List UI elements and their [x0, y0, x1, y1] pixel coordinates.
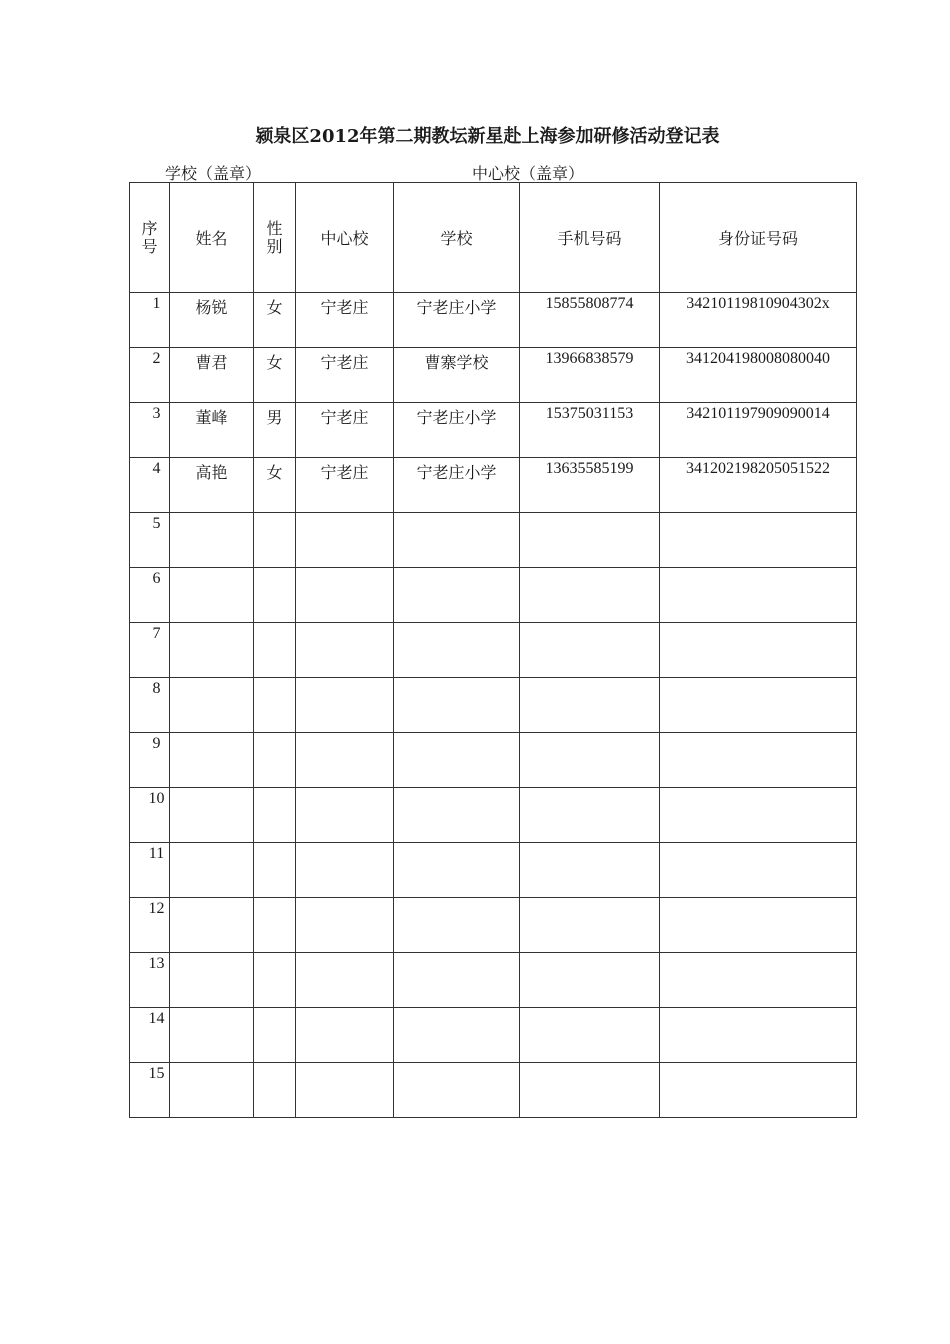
cell-school [394, 568, 520, 623]
cell-id-number: 342101197909090014 [660, 403, 857, 458]
header-seq: 序号 [130, 183, 170, 293]
center-stamp-label: 中心校（盖章） [472, 164, 585, 183]
cell-phone: 13966838579 [520, 348, 660, 403]
table-header-row [130, 183, 857, 293]
header-phone: 手机号码 [520, 183, 660, 293]
table-row [130, 1063, 857, 1118]
cell-id-number [660, 1063, 857, 1118]
cell-seq: 13 [130, 953, 170, 1008]
cell-seq: 15 [130, 1063, 170, 1118]
cell-center: 宁老庄 [296, 293, 394, 348]
cell-gender: 女 [254, 348, 296, 403]
cell-name: 高艳 [170, 458, 254, 513]
cell-school: 宁老庄小学 [394, 458, 520, 513]
cell-school: 宁老庄小学 [394, 403, 520, 458]
cell-center [296, 678, 394, 733]
cell-name [170, 568, 254, 623]
cell-phone [520, 1008, 660, 1063]
cell-seq: 9 [130, 733, 170, 788]
cell-name [170, 513, 254, 568]
cell-center [296, 733, 394, 788]
cell-phone [520, 788, 660, 843]
cell-school [394, 678, 520, 733]
header-school: 学校 [394, 183, 520, 293]
cell-name [170, 1008, 254, 1063]
table-row [130, 843, 857, 898]
cell-phone [520, 733, 660, 788]
cell-phone [520, 898, 660, 953]
cell-school [394, 733, 520, 788]
cell-id-number [660, 513, 857, 568]
cell-school: 曹寨学校 [394, 348, 520, 403]
cell-center: 宁老庄 [296, 458, 394, 513]
cell-seq: 12 [130, 898, 170, 953]
cell-gender [254, 1008, 296, 1063]
table-row [130, 733, 857, 788]
cell-school [394, 513, 520, 568]
cell-id-number [660, 733, 857, 788]
cell-school [394, 1063, 520, 1118]
header-id: 身份证号码 [660, 183, 857, 293]
cell-school [394, 843, 520, 898]
cell-seq: 8 [130, 678, 170, 733]
cell-gender: 男 [254, 403, 296, 458]
cell-gender [254, 898, 296, 953]
cell-name [170, 678, 254, 733]
page-title: 颍泉区2012年第二期教坛新星赴上海参加研修活动登记表 [255, 126, 720, 147]
cell-phone: 15855808774 [520, 293, 660, 348]
cell-gender [254, 568, 296, 623]
cell-center [296, 568, 394, 623]
cell-phone [520, 513, 660, 568]
cell-center: 宁老庄 [296, 403, 394, 458]
cell-center [296, 1008, 394, 1063]
cell-name [170, 788, 254, 843]
cell-gender [254, 623, 296, 678]
cell-seq: 10 [130, 788, 170, 843]
cell-id-number [660, 898, 857, 953]
cell-phone [520, 678, 660, 733]
cell-name: 杨锐 [170, 293, 254, 348]
cell-phone [520, 1063, 660, 1118]
cell-gender [254, 788, 296, 843]
cell-name [170, 623, 254, 678]
cell-name [170, 1063, 254, 1118]
cell-seq: 14 [130, 1008, 170, 1063]
cell-phone [520, 623, 660, 678]
cell-gender [254, 513, 296, 568]
header-gender: 性别 [254, 183, 296, 293]
cell-id-number [660, 678, 857, 733]
cell-center [296, 513, 394, 568]
cell-id-number: 34210119810904302x [660, 293, 857, 348]
cell-seq: 7 [130, 623, 170, 678]
cell-id-number: 341202198205051522 [660, 458, 857, 513]
table-row [130, 403, 857, 458]
cell-gender [254, 1063, 296, 1118]
cell-gender [254, 678, 296, 733]
table-row [130, 348, 857, 403]
table-row [130, 623, 857, 678]
cell-seq: 3 [130, 403, 170, 458]
cell-center [296, 898, 394, 953]
cell-school [394, 1008, 520, 1063]
cell-name [170, 733, 254, 788]
cell-id-number [660, 623, 857, 678]
cell-seq: 5 [130, 513, 170, 568]
cell-phone: 15375031153 [520, 403, 660, 458]
cell-seq: 6 [130, 568, 170, 623]
header-name: 姓名 [170, 183, 254, 293]
registration-table [129, 182, 857, 1118]
cell-name [170, 843, 254, 898]
table-row [130, 788, 857, 843]
cell-center [296, 843, 394, 898]
table-row [130, 953, 857, 1008]
cell-name: 曹君 [170, 348, 254, 403]
cell-gender [254, 953, 296, 1008]
cell-gender [254, 843, 296, 898]
cell-school: 宁老庄小学 [394, 293, 520, 348]
cell-phone: 13635585199 [520, 458, 660, 513]
cell-phone [520, 568, 660, 623]
cell-id-number [660, 788, 857, 843]
cell-school [394, 953, 520, 1008]
cell-id-number: 341204198008080040 [660, 348, 857, 403]
cell-name [170, 898, 254, 953]
cell-center [296, 788, 394, 843]
cell-name [170, 953, 254, 1008]
cell-seq: 1 [130, 293, 170, 348]
cell-center [296, 1063, 394, 1118]
cell-phone [520, 953, 660, 1008]
table-row [130, 568, 857, 623]
cell-gender [254, 733, 296, 788]
school-stamp-label: 学校（盖章） [165, 164, 262, 183]
cell-seq: 2 [130, 348, 170, 403]
cell-school [394, 788, 520, 843]
cell-id-number [660, 843, 857, 898]
cell-seq: 11 [130, 843, 170, 898]
cell-school [394, 623, 520, 678]
cell-seq: 4 [130, 458, 170, 513]
table-row [130, 678, 857, 733]
cell-id-number [660, 953, 857, 1008]
cell-id-number [660, 1008, 857, 1063]
cell-center [296, 953, 394, 1008]
table-row [130, 458, 857, 513]
table-row [130, 513, 857, 568]
cell-center: 宁老庄 [296, 348, 394, 403]
cell-gender: 女 [254, 293, 296, 348]
header-center: 中心校 [296, 183, 394, 293]
cell-id-number [660, 568, 857, 623]
cell-phone [520, 843, 660, 898]
cell-gender: 女 [254, 458, 296, 513]
cell-name: 董峰 [170, 403, 254, 458]
table-row [130, 898, 857, 953]
cell-school [394, 898, 520, 953]
table-row [130, 293, 857, 348]
cell-center [296, 623, 394, 678]
table-row [130, 1008, 857, 1063]
